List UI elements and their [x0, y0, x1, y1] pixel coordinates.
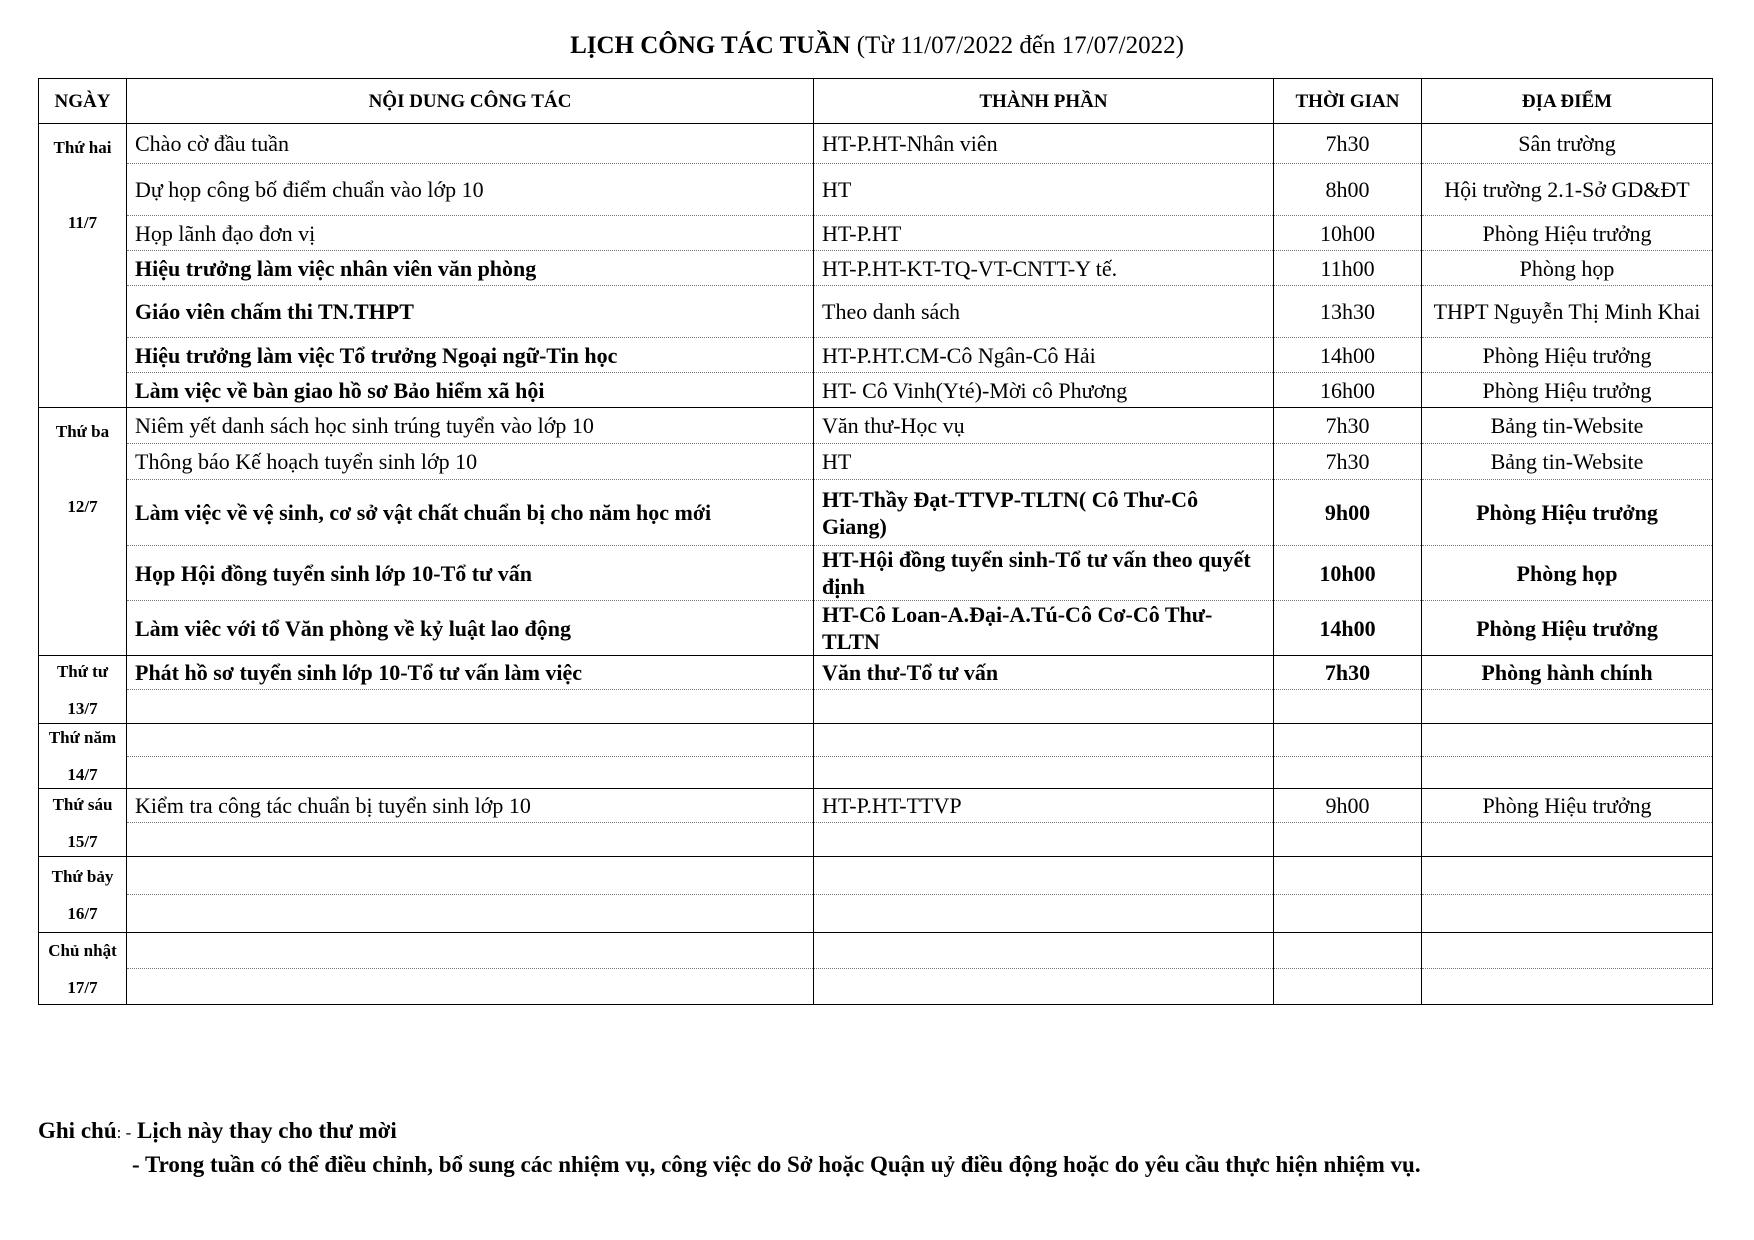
- members-cell: Theo danh sách: [814, 286, 1274, 338]
- header-row: [39, 79, 1713, 124]
- time-cell: 7h30: [1274, 408, 1422, 444]
- time-cell: 10h00: [1274, 546, 1422, 601]
- time-cell: 14h00: [1274, 601, 1422, 656]
- title-main: LỊCH CÔNG TÁC TUẦN: [570, 32, 851, 59]
- content-cell: [127, 724, 814, 757]
- members-cell: HT-P.HT: [814, 216, 1274, 251]
- location-cell: Bảng tin-Website: [1422, 408, 1713, 444]
- time-cell: [1274, 895, 1422, 933]
- time-cell: 7h30: [1274, 444, 1422, 480]
- members-cell: HT-Hội đồng tuyển sinh-Tổ tư vấn theo quyết định: [814, 546, 1274, 601]
- table-row: [39, 251, 1713, 286]
- location-cell: [1422, 857, 1713, 895]
- day-cell: [39, 408, 127, 656]
- table-row: [39, 286, 1713, 338]
- content-cell: Làm viêc với tổ Văn phòng về kỷ luật lao động: [127, 601, 814, 656]
- day-cell: [39, 724, 127, 789]
- note-line-1: Lịch này thay cho thư mời: [137, 1118, 397, 1143]
- day-date: 15/7: [67, 831, 98, 851]
- time-cell: 13h30: [1274, 286, 1422, 338]
- location-cell: Phòng Hiệu trưởng: [1422, 216, 1713, 251]
- members-cell: [814, 823, 1274, 857]
- content-cell: Dự họp công bố điểm chuẩn vào lớp 10: [127, 164, 814, 216]
- day-cell: [39, 789, 127, 857]
- members-cell: HT- Cô Vinh(Yté)-Mời cô Phương: [814, 373, 1274, 408]
- location-cell: Phòng Hiệu trưởng: [1422, 601, 1713, 656]
- note-separator: : -: [116, 1123, 132, 1142]
- time-cell: 9h00: [1274, 480, 1422, 546]
- day-name: Chủ nhật: [48, 940, 117, 960]
- table-row: [39, 933, 1713, 969]
- members-cell: HT-Thầy Đạt-TTVP-TLTN( Cô Thư-Cô Giang): [814, 480, 1274, 546]
- table-row: [39, 124, 1713, 164]
- day-cell: [39, 933, 127, 1005]
- members-cell: HT-P.HT-TTVP: [814, 789, 1274, 823]
- table-row: [39, 969, 1713, 1005]
- table-row: [39, 656, 1713, 690]
- day-name: Thứ hai: [53, 138, 112, 157]
- time-cell: [1274, 969, 1422, 1005]
- content-cell: Niêm yết danh sách học sinh trúng tuyển vào lớp 10: [127, 408, 814, 444]
- day-date: 17/7: [67, 977, 98, 997]
- location-cell: [1422, 823, 1713, 857]
- header-time: THỜI GIAN: [1274, 79, 1422, 124]
- location-cell: Phòng họp: [1422, 251, 1713, 286]
- location-cell: Phòng họp: [1422, 546, 1713, 601]
- day-date: 16/7: [67, 903, 98, 923]
- page-title: [0, 32, 1754, 60]
- day-cell: [39, 857, 127, 933]
- location-cell: Phòng Hiệu trưởng: [1422, 480, 1713, 546]
- location-cell: Phòng Hiệu trưởng: [1422, 338, 1713, 373]
- table-row: [39, 444, 1713, 480]
- location-cell: Bảng tin-Website: [1422, 444, 1713, 480]
- members-cell: [814, 933, 1274, 969]
- schedule-body: [39, 124, 1713, 1005]
- location-cell: [1422, 933, 1713, 969]
- header-location: ĐỊA ĐIỂM: [1422, 79, 1713, 124]
- day-date: 11/7: [67, 213, 98, 232]
- header-content: NỘI DUNG CÔNG TÁC: [127, 79, 814, 124]
- table-row: [39, 724, 1713, 757]
- location-cell: Phòng Hiệu trưởng: [1422, 789, 1713, 823]
- members-cell: HT-P.HT-Nhân viên: [814, 124, 1274, 164]
- table-row: [39, 895, 1713, 933]
- schedule-table: [38, 78, 1713, 1005]
- members-cell: HT-Cô Loan-A.Đại-A.Tú-Cô Cơ-Cô Thư-TLTN: [814, 601, 1274, 656]
- header-members: THÀNH PHẦN: [814, 79, 1274, 124]
- table-row: [39, 164, 1713, 216]
- location-cell: Sân trường: [1422, 124, 1713, 164]
- table-row: [39, 601, 1713, 656]
- day-name: Thứ bảy: [51, 866, 114, 886]
- time-cell: 11h00: [1274, 251, 1422, 286]
- content-cell: Họp lãnh đạo đơn vị: [127, 216, 814, 251]
- time-cell: 7h30: [1274, 656, 1422, 690]
- members-cell: [814, 857, 1274, 895]
- time-cell: 14h00: [1274, 338, 1422, 373]
- title-range: (Từ 11/07/2022 đến 17/07/2022): [856, 32, 1184, 59]
- content-cell: [127, 823, 814, 857]
- note-block: [38, 1118, 397, 1144]
- content-cell: Chào cờ đầu tuần: [127, 124, 814, 164]
- content-cell: Làm việc về vệ sinh, cơ sở vật chất chuẩn bị cho năm học mới: [127, 480, 814, 546]
- time-cell: [1274, 933, 1422, 969]
- content-cell: [127, 969, 814, 1005]
- location-cell: [1422, 724, 1713, 757]
- content-cell: [127, 933, 814, 969]
- members-cell: HT-P.HT.CM-Cô Ngân-Cô Hải: [814, 338, 1274, 373]
- members-cell: [814, 756, 1274, 789]
- location-cell: Hội trường 2.1-Sở GD&ĐT: [1422, 164, 1713, 216]
- table-row: [39, 857, 1713, 895]
- content-cell: Làm việc về bàn giao hồ sơ Bảo hiểm xã hội: [127, 373, 814, 408]
- location-cell: [1422, 969, 1713, 1005]
- content-cell: Họp Hội đồng tuyển sinh lớp 10-Tổ tư vấn: [127, 546, 814, 601]
- day-name: Thứ ba: [55, 422, 110, 441]
- location-cell: [1422, 690, 1713, 724]
- table-row: [39, 408, 1713, 444]
- members-cell: Văn thư-Học vụ: [814, 408, 1274, 444]
- members-cell: [814, 969, 1274, 1005]
- day-date: 12/7: [67, 497, 98, 516]
- day-name: Thứ sáu: [52, 794, 113, 814]
- day-name: Thứ năm: [48, 728, 117, 747]
- table-row: [39, 216, 1713, 251]
- content-cell: [127, 895, 814, 933]
- header-day: NGÀY: [39, 79, 127, 124]
- table-row: [39, 338, 1713, 373]
- time-cell: 10h00: [1274, 216, 1422, 251]
- content-cell: Hiệu trưởng làm việc Tổ trưởng Ngoại ngữ-Tin học: [127, 338, 814, 373]
- content-cell: Phát hồ sơ tuyển sinh lớp 10-Tổ tư vấn làm việc: [127, 656, 814, 690]
- location-cell: Phòng hành chính: [1422, 656, 1713, 690]
- day-cell: [39, 124, 127, 408]
- day-name: Thứ tư: [56, 661, 109, 681]
- location-cell: THPT Nguyễn Thị Minh Khai: [1422, 286, 1713, 338]
- table-row: [39, 546, 1713, 601]
- members-cell: HT: [814, 444, 1274, 480]
- table-row: [39, 823, 1713, 857]
- time-cell: [1274, 724, 1422, 757]
- content-cell: [127, 857, 814, 895]
- time-cell: 7h30: [1274, 124, 1422, 164]
- members-cell: [814, 724, 1274, 757]
- day-date: 14/7: [67, 765, 98, 784]
- table-row: [39, 756, 1713, 789]
- time-cell: [1274, 857, 1422, 895]
- content-cell: Thông báo Kế hoạch tuyển sinh lớp 10: [127, 444, 814, 480]
- content-cell: Hiệu trưởng làm việc nhân viên văn phòng: [127, 251, 814, 286]
- content-cell: [127, 690, 814, 724]
- members-cell: HT-P.HT-KT-TQ-VT-CNTT-Y tế.: [814, 251, 1274, 286]
- time-cell: 9h00: [1274, 789, 1422, 823]
- table-row: [39, 373, 1713, 408]
- content-cell: Kiểm tra công tác chuẩn bị tuyển sinh lớp 10: [127, 789, 814, 823]
- day-date: 13/7: [67, 698, 98, 718]
- day-cell: [39, 656, 127, 724]
- time-cell: [1274, 823, 1422, 857]
- location-cell: [1422, 756, 1713, 789]
- members-cell: [814, 895, 1274, 933]
- content-cell: [127, 756, 814, 789]
- location-cell: [1422, 895, 1713, 933]
- table-row: [39, 789, 1713, 823]
- members-cell: Văn thư-Tổ tư vấn: [814, 656, 1274, 690]
- table-row: [39, 690, 1713, 724]
- time-cell: 8h00: [1274, 164, 1422, 216]
- members-cell: [814, 690, 1274, 724]
- table-row: [39, 480, 1713, 546]
- time-cell: 16h00: [1274, 373, 1422, 408]
- content-cell: Giáo viên chấm thi TN.THPT: [127, 286, 814, 338]
- location-cell: Phòng Hiệu trưởng: [1422, 373, 1713, 408]
- note-label: Ghi chú: [38, 1118, 117, 1143]
- time-cell: [1274, 690, 1422, 724]
- note-line-2: - Trong tuần có thể điều chỉnh, bổ sung các nhiệm vụ, công việc do Sở hoặc Quận uỷ điều động hoặc do yêu cầu thực hiện nhiệm vụ.: [132, 1152, 1421, 1177]
- members-cell: HT: [814, 164, 1274, 216]
- time-cell: [1274, 756, 1422, 789]
